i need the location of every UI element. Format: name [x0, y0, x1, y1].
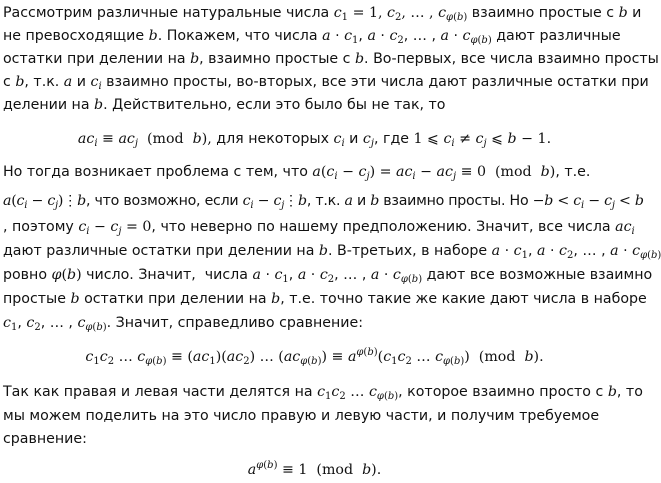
text-line-10: дают различные остатки при делении на b. В-третьих, в наборе $a \cdot c_1$, $a \cdot c_2$, … , $a \cdot c_{\varphi(b)}$ — [3, 243, 661, 261]
text-line-2: не превосходящие b. Покажем, что числа $a \cdot c_1$, $a \cdot c_2$, … , $a \cdot c_{\varphi(b)}$ дают различные — [3, 28, 621, 46]
text-line-16: мы можем поделить на это число правую и левую части, и получим требуемое — [3, 408, 600, 424]
text-line-8: $a(c_i$ − $c_j)⋮b$, что возможно, если $c_i$ − $c_j⋮b$, т.к. a и b взаимно просты. Но $-b < c_i - c_j < b$ — [3, 193, 644, 211]
formula-euler-theorem: $a^{\varphi(b)} \equiv 1$ (mod b). — [247, 460, 382, 478]
text-line-13: $c_1$, $c_2$, … , $c_{\varphi(b)}$. Значит, справедливо сравнение: — [3, 315, 363, 333]
formula-congruence-1: $ac_i \equiv ac_j$ (mod b), для некоторых $c_i$ и $c_j$, где 1 ⩽ $c_i \ne c_j$ ⩽ b − 1. — [77, 131, 552, 149]
text-line-5: делении на b. Действительно, если это было бы не так, то — [3, 97, 446, 113]
text-line-7: Но тогда возникает проблема с тем, что $a(c_i - c_j) = ac_i - ac_j \equiv 0$ (mod b), т.е. — [3, 164, 591, 182]
text-line-9: , поэтому $c_i - c_j = 0$, что неверно по нашему предположению. Значит, все числа $ac_i$ — [3, 219, 635, 237]
text-line-11: ровно φ(b) число. Значит, числа $a \cdot c_1$, $a \cdot c_2$, … , $a \cdot c_{\varphi(b)}$ дают все возможные взаимно — [3, 267, 653, 285]
text-line-17: сравнение: — [3, 431, 87, 447]
text-line-4: с b, т.к. a и $c_i$ взаимно просты, во-вторых, все эти числа дают различные остатки при — [3, 74, 649, 92]
text-line-1: Рассмотрим различные натуральные числа $c_1 = 1$, $c_2$, … , $c_{\varphi(b)}$ взаимно простые с b и — [3, 5, 642, 23]
text-line-3: остатки при делении на b, взаимно простые с b. Во-первых, все числа взаимно просты — [3, 51, 659, 67]
text-line-15: Так как правая и левая части делятся на $c_1c_2$ … $c_{\varphi(b)}$, которое взаимно просто с b, то — [3, 384, 643, 402]
text-line-12: простые b остатки при делении на b, т.е. точно такие же какие дают числа в наборе — [3, 291, 647, 307]
formula-product-congruence: $c_1c_2$ … $c_{\varphi(b)} \equiv (ac_1)(ac_2)$ … $(ac_{\varphi(b)}) \equiv a^{\varphi(b)}(c_1c_2$ … $c_{\varphi(b)}$) (mod b). — [85, 347, 544, 367]
